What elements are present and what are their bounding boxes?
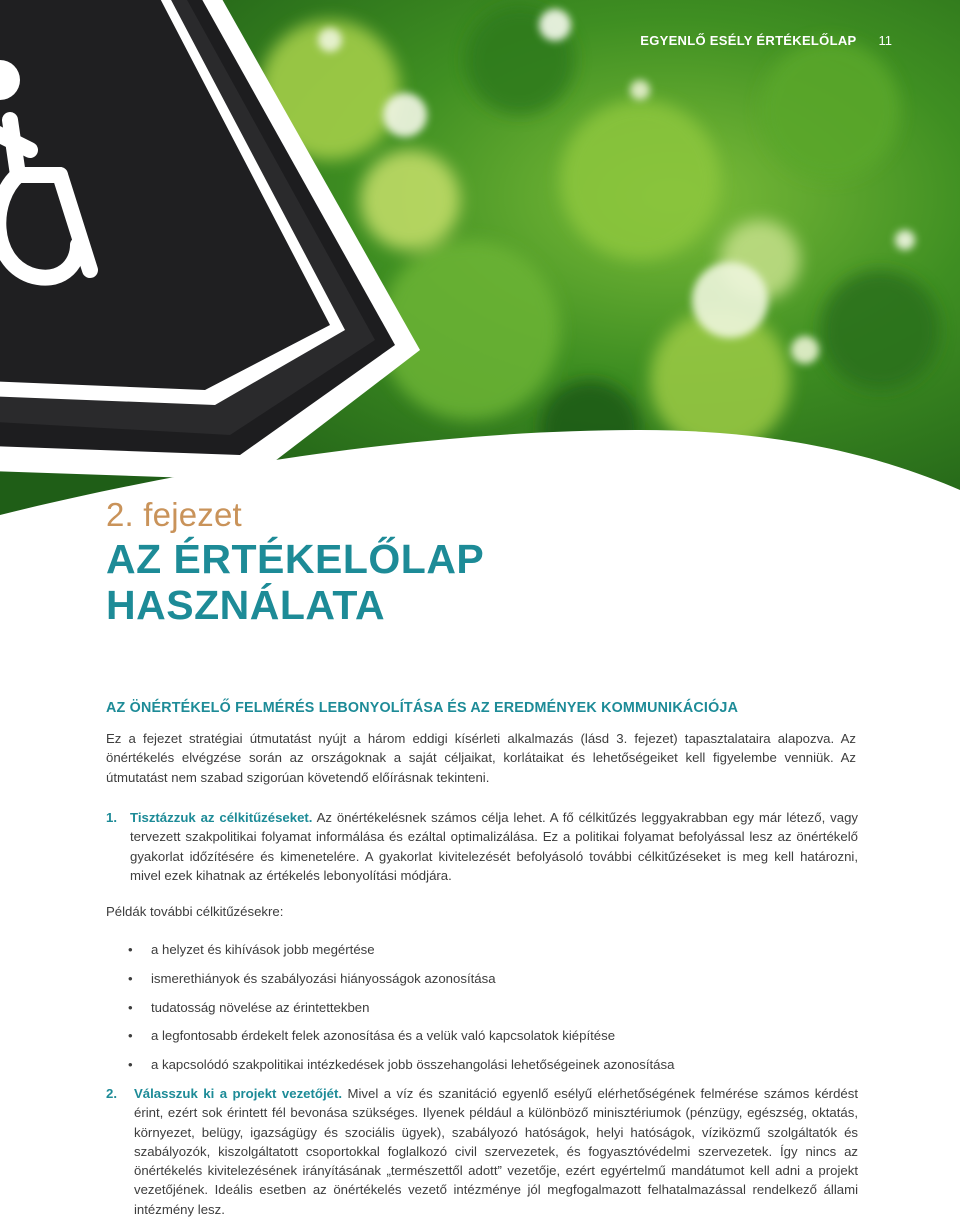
item-number: 2.: [106, 1086, 117, 1101]
list-item: • a kapcsolódó szakpolitikai intézkedések jobb összehangolási lehetőségeinek azonosítása: [128, 1055, 848, 1084]
item-number: 1.: [106, 810, 117, 825]
page-number: 11: [878, 33, 892, 48]
list-item: • tudatosság növelése az érintettekben: [128, 998, 848, 1027]
chapter-title-line-1: AZ ÉRTÉKELŐLAP: [106, 536, 485, 582]
chapter-label: 2. fejezet: [106, 496, 242, 533]
running-title: EGYENLŐ ESÉLY ÉRTÉKELŐLAP: [640, 33, 857, 48]
section-heading: AZ ÖNÉRTÉKELŐ FELMÉRÉS LEBONYOLÍTÁSA ÉS AZ EREDMÉNYEK KOMMUNIKÁCIÓJA: [106, 700, 739, 716]
numbered-item: [106, 1084, 858, 1219]
list-item: • a legfontosabb érdekelt felek azonosítása és a velük való kapcsolatok kiépítése: [128, 1026, 848, 1055]
item-body: [130, 808, 858, 885]
item-text: Mivel a víz és szanitáció egyenlő esélyű elérhetőségének felmérése számos kérdést érint, ezért sok érintett fél bevonása szükséges. Ilyenek például a különböző minisztériumok (pénzügy, egészség, oktatás, környezet, belügy, igazságügy és szociális ügyek), szabályozó hatóságok, helyi hatóságok, víziközmű szolgáltatók és szabályozók, kiszolgáltatott csoportokkal foglalkozó civil szervezetek, és fogyasztóvédelmi szervezetek. Így nincs az önértékelés kivitelezésének irányításának „természettől adott” vezetője, ezért egyértelmű mandátumot kell adni a projekt vezetőjének. Ideális esetben az önértékelés vezető intézménye jól megfogalmazott felhatalmazással rendelkező állami intézmény lesz.: [134, 1086, 858, 1217]
examples-label: Példák további célkitűzésekre:: [106, 904, 284, 919]
list-item: • ismerethiányok és szabályozási hiányosságok azonosítása: [128, 969, 848, 998]
intro-paragraph: Ez a fejezet stratégiai útmutatást nyújt a három eddigi kísérleti alkalmazás (lásd 3. fejezet) tapasztalataira alapozva. Az önértékelés elvégzése során az országoknak a saját céljaikat, korlátaikat és lehetőségeiket kell figyelembe venniük. Az útmutatást nem szabad szigorúan követendő előírásnak tekinteni.: [106, 731, 856, 785]
item-body: [134, 1084, 858, 1219]
running-header: [640, 33, 892, 48]
chapter-title-line-2: HASZNÁLATA: [106, 582, 386, 628]
hero-photo: [0, 0, 960, 560]
numbered-item: [106, 808, 858, 885]
list-item: • a helyzet és kihívások jobb megértése: [128, 940, 848, 969]
item-text: Az önértékelésnek számos célja lehet. A fő célkitűzés leggyakrabban egy már létező, vagy tervezett szakpolitikai folyamat informálása és ezáltal optimalizálása. Ez a politikai folyamat befolyással lesz az önértékelő gyakorlat időzítésére és kimenetelére. A gyakorlat kivitelezését befolyásoló további célkitűzéseket is meg kell határozni, mivel ezek kihatnak az értékelés lebonyolítási módjára.: [130, 810, 858, 883]
item-lead: Tisztázzuk az célkitűzéseket.: [130, 810, 313, 825]
hero-illustration: [0, 0, 960, 560]
chapter-title: [106, 536, 806, 628]
examples-list: [128, 940, 848, 1084]
item-lead: Válasszuk ki a projekt vezetőjét.: [134, 1086, 343, 1101]
